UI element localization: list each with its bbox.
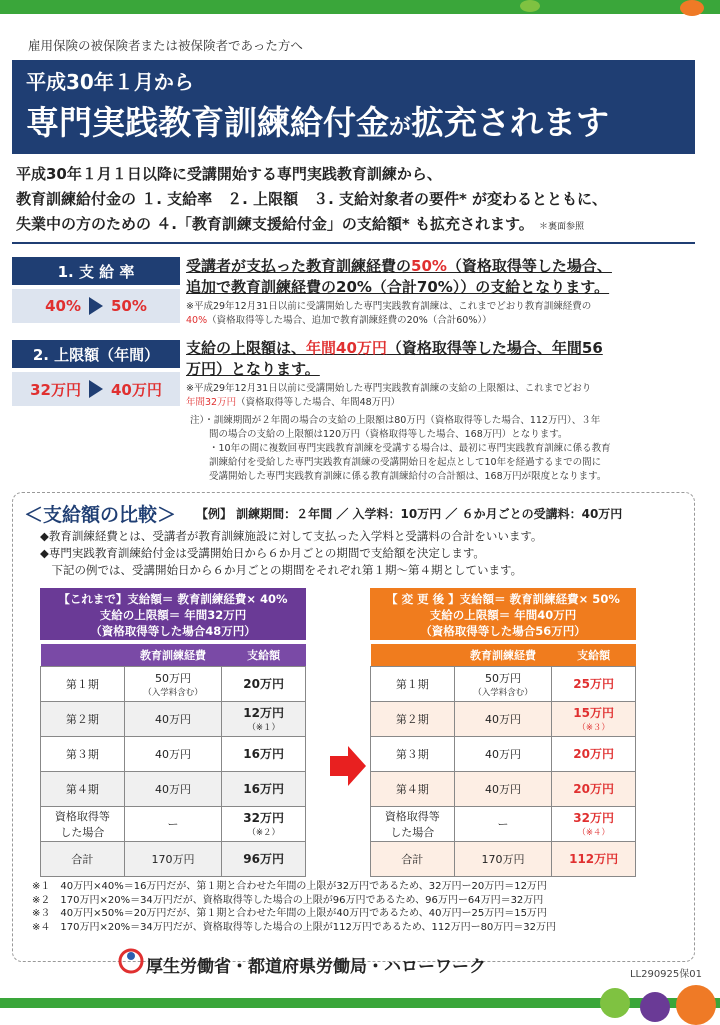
banner-title-a: 専門実践教育訓練給付金 bbox=[26, 103, 389, 142]
footnote: ※２ 170万円×20%＝34万円だが、資格取得等した場合の上限が96万円であるため、96万円ー64万円＝32万円 bbox=[32, 894, 544, 906]
decorative-circle bbox=[680, 0, 704, 16]
rate-change bbox=[12, 289, 180, 323]
pay-cell: 16万円 bbox=[222, 771, 306, 806]
cap-note-line: 間の場合の支給の上限額は120万円（資格取得等した場合、168万円）となります。 bbox=[190, 429, 568, 440]
table-row bbox=[371, 666, 636, 701]
period-cell: 合計 bbox=[41, 841, 125, 876]
arrow-right-icon bbox=[89, 380, 103, 398]
comparison-bullets bbox=[40, 528, 542, 579]
comparison-title: ＜支給額の比較＞ bbox=[24, 504, 177, 526]
after-cost-header: 教育訓練経費 bbox=[454, 644, 552, 666]
divider bbox=[12, 242, 695, 244]
footnote: ※４ 170万円×20%＝34万円だが、資格取得等した場合の上限が112万円であるため、112万円ー80万円＝32万円 bbox=[32, 921, 557, 933]
cap-headline bbox=[186, 338, 696, 380]
bullet-item: 下記の例では、受講開始日から６か月ごとの期間をそれぞれ第１期～第４期としています。 bbox=[40, 563, 523, 577]
before-header-line: （資格取得等した場合48万円） bbox=[90, 624, 256, 638]
arrow-right-icon bbox=[330, 746, 366, 786]
period-cell: 第４期 bbox=[41, 771, 125, 806]
cap-note-line: ・10年の間に複数回専門実践教育訓練を受講する場合は、最初に専門実践教育訓練に係る教育 bbox=[190, 443, 611, 454]
before-table bbox=[40, 644, 306, 877]
cap-note-red: 年間32万円 bbox=[186, 397, 237, 408]
before-header-line: 支給の上限額＝ 年間32万円 bbox=[99, 608, 247, 622]
ministry-logo-icon bbox=[118, 948, 144, 974]
pay-cell: 25万円 bbox=[552, 666, 636, 701]
footnotes bbox=[32, 880, 556, 934]
pay-cell: 16万円 bbox=[222, 736, 306, 771]
cost-cell: 40万円 bbox=[454, 736, 552, 771]
before-pay-header: 支給額 bbox=[222, 644, 306, 666]
table-row bbox=[371, 806, 636, 841]
pay-cell: 15万円 （※３） bbox=[552, 701, 636, 736]
cap-note-a: ※平成29年12月31日以前に受講開始した専門実践教育訓練の支給の上限額は、これまでどおり bbox=[186, 383, 592, 394]
cap-note-line: 注）・訓練期間が２年間の場合の支給の上限額は80万円（資格取得等した場合、112万円）、３年 bbox=[190, 415, 601, 426]
intro-line-1: 平成30年１月１日以降に受講開始する専門実践教育訓練から、 bbox=[16, 165, 442, 183]
bullet-item: ◆教育訓練経費とは、受講者が教育訓練施設に対して支払った入学料と受講料の合計をいいます。 bbox=[40, 529, 543, 543]
cost-cell: 40万円 bbox=[124, 701, 222, 736]
intro-note: ＊裏面参照 bbox=[539, 222, 585, 232]
period-cell: 資格取得等 した場合 bbox=[371, 806, 455, 841]
top-green-stripe bbox=[0, 0, 720, 14]
cap-change bbox=[12, 372, 180, 406]
intro-line-3: 失業中の方のための ４.「教育訓練支援給付金」の支給額* も拡充されます。 bbox=[16, 215, 534, 233]
rate-new: 50% bbox=[111, 297, 147, 315]
pay-cell: 32万円 （※２） bbox=[222, 806, 306, 841]
cost-cell: 40万円 bbox=[454, 701, 552, 736]
footnote: ※１ 40万円×40%＝16万円だが、第１期と合わせた年間の上限が32万円であるため、32万円ー20万円＝12万円 bbox=[32, 881, 547, 892]
after-pay-header: 支給額 bbox=[552, 644, 636, 666]
table-row bbox=[41, 736, 306, 771]
banner-subtitle: 平成30年１月から bbox=[26, 70, 194, 94]
rate-note-a: ※平成29年12月31日以前に受講開始した専門実践教育訓練は、これまでどおり教育訓練経費の bbox=[186, 301, 592, 312]
before-header-line: 【これまで】支給額＝ 教育訓練経費× 40% bbox=[58, 592, 288, 606]
cap-headline-b: （資格取得等した場合、年間56 bbox=[386, 339, 603, 357]
period-cell: 第２期 bbox=[41, 701, 125, 736]
table-row bbox=[41, 771, 306, 806]
table-row bbox=[41, 841, 306, 876]
before-header bbox=[40, 588, 306, 640]
table-row bbox=[41, 701, 306, 736]
cap-headline-c: 万円）となります。 bbox=[186, 360, 320, 378]
cost-cell: 40万円 bbox=[124, 736, 222, 771]
document-code: LL290925保01 bbox=[629, 969, 702, 980]
table-row bbox=[371, 841, 636, 876]
after-table bbox=[370, 644, 636, 877]
after-period-header bbox=[371, 644, 455, 666]
after-header-line: 【 変 更 後 】支給額＝ 教育訓練経費× 50% bbox=[386, 592, 620, 606]
cost-cell: 40万円 bbox=[124, 771, 222, 806]
cap-notes-list bbox=[190, 414, 690, 484]
period-cell: 第４期 bbox=[371, 771, 455, 806]
cost-cell: 50万円 （入学料含む） bbox=[124, 666, 222, 701]
intro-text bbox=[16, 162, 696, 240]
cap-old: 32万円 bbox=[30, 380, 81, 399]
cost-cell: ー bbox=[454, 806, 552, 841]
rate-headline-c: 追加で教育訓練経費の20%（合計70%））の支給となります。 bbox=[186, 278, 610, 296]
cost-cell: 40万円 bbox=[454, 771, 552, 806]
pay-cell: 112万円 bbox=[552, 841, 636, 876]
bullet-item: ◆専門実践教育訓練給付金は受講開始日から６か月ごとの期間で支給額を決定します。 bbox=[40, 546, 485, 560]
rate-note-red: 40% bbox=[186, 315, 208, 326]
cap-new: 40万円 bbox=[111, 380, 162, 399]
before-cost-header: 教育訓練経費 bbox=[124, 644, 222, 666]
table-row bbox=[371, 771, 636, 806]
after-header-line: （資格取得等した場合56万円） bbox=[420, 624, 586, 638]
rate-note bbox=[186, 300, 696, 328]
cost-cell: 50万円 （入学料含む） bbox=[454, 666, 552, 701]
title-banner bbox=[12, 60, 695, 154]
comparison-example: 【例】 訓練期間：２年間 ／ 入学料：10万円 ／ ６か月ごとの受講料：40万円 bbox=[196, 507, 623, 521]
banner-title bbox=[26, 97, 681, 144]
cap-label: 2. 上限額（年間） bbox=[12, 340, 180, 368]
intro-line-2: 教育訓練給付金の １. 支給率 ２. 上限額 ３. 支給対象者の要件* が変わるとともに、 bbox=[16, 190, 608, 208]
after-header bbox=[370, 588, 636, 640]
cap-note-line: 受講開始した専門実践教育訓練に係る教育訓練給付の合計額は、168万円が限度となります。 bbox=[190, 471, 607, 482]
decorative-circle bbox=[676, 985, 716, 1025]
cap-headline-red: 年間40万円 bbox=[306, 339, 387, 357]
cost-cell: 170万円 bbox=[124, 841, 222, 876]
pay-cell: 20万円 bbox=[222, 666, 306, 701]
rate-headline-red: 50% bbox=[411, 257, 447, 275]
arrow-right-icon bbox=[89, 297, 103, 315]
period-cell: 第２期 bbox=[371, 701, 455, 736]
rate-headline-a: 受講者が支払った教育訓練経費の bbox=[186, 257, 412, 275]
pay-cell: 96万円 bbox=[222, 841, 306, 876]
cap-note bbox=[186, 382, 696, 410]
period-cell: 第３期 bbox=[371, 736, 455, 771]
table-row bbox=[41, 806, 306, 841]
audience-text: 雇用保険の被保険者または被保険者であった方へ bbox=[28, 38, 303, 53]
before-period-header bbox=[41, 644, 125, 666]
decorative-circle bbox=[520, 0, 540, 12]
rate-label: 1. 支 給 率 bbox=[12, 257, 180, 285]
cost-cell: 170万円 bbox=[454, 841, 552, 876]
table-row bbox=[41, 666, 306, 701]
banner-title-b: が bbox=[389, 115, 412, 140]
period-cell: 第１期 bbox=[371, 666, 455, 701]
cost-cell: ー bbox=[124, 806, 222, 841]
rate-headline-b: （資格取得等した場合、 bbox=[446, 257, 612, 275]
pay-cell: 20万円 bbox=[552, 736, 636, 771]
period-cell: 第３期 bbox=[41, 736, 125, 771]
banner-title-c: 拡充されます bbox=[411, 103, 610, 142]
table-row bbox=[371, 701, 636, 736]
after-header-line: 支給の上限額＝ 年間40万円 bbox=[429, 608, 577, 622]
table-row bbox=[371, 736, 636, 771]
rate-note-b: （資格取得等した場合、追加で教育訓練経費の20%（合計60%）） bbox=[207, 315, 492, 326]
decorative-circle bbox=[600, 988, 630, 1018]
cap-note-line: 訓練給付を受給した専門実践教育訓練の受講開始日を起点として10年を経過するまでの間に bbox=[190, 457, 602, 468]
cap-note-b: （資格取得等した場合、年間48万円） bbox=[236, 397, 401, 408]
period-cell: 合計 bbox=[371, 841, 455, 876]
rate-headline bbox=[186, 256, 696, 298]
decorative-circle bbox=[640, 992, 670, 1022]
pay-cell: 12万円 （※１） bbox=[222, 701, 306, 736]
period-cell: 資格取得等 した場合 bbox=[41, 806, 125, 841]
pay-cell: 32万円 （※４） bbox=[552, 806, 636, 841]
footnote: ※３ 40万円×50%＝20万円だが、第１期と合わせた年間の上限が40万円であるため、40万円ー25万円＝15万円 bbox=[32, 908, 547, 919]
cap-headline-a: 支給の上限額は、 bbox=[186, 339, 307, 357]
period-cell: 第１期 bbox=[41, 666, 125, 701]
footer-issuer: 厚生労働省・都道府県労働局・ハローワーク bbox=[146, 957, 486, 977]
pay-cell: 20万円 bbox=[552, 771, 636, 806]
rate-old: 40% bbox=[45, 297, 81, 315]
